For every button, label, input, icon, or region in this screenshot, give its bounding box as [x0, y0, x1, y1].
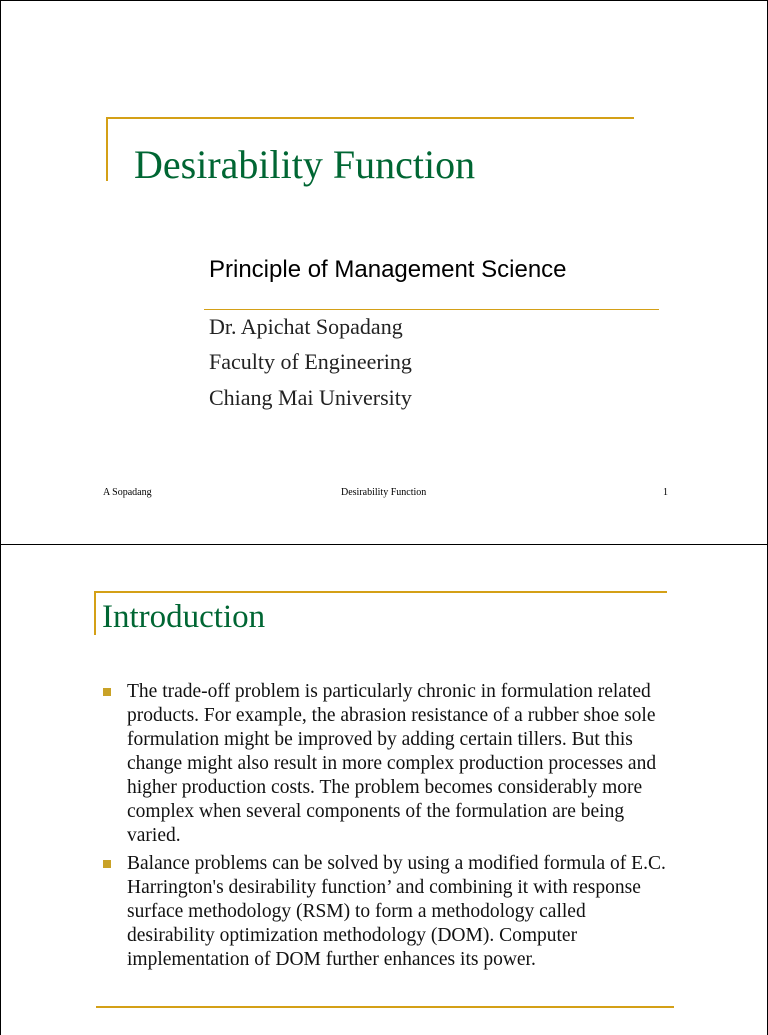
bullet-text: Balance problems can be solved by using a modified formula of E.C. Harrington's desirability function’ and combining it with response surface methodology (RSM) to form a methodology called desirability optimization methodology (DOM). Computer implementation of DOM further enhances its power. — [127, 853, 666, 970]
square-bullet-icon — [103, 688, 111, 696]
title-top-rule — [106, 117, 634, 119]
footer-author: A Sopadang — [103, 487, 152, 498]
slide-title: Introduction — [102, 599, 266, 635]
bullet-item — [102, 680, 672, 848]
author-faculty: Faculty of Engineering — [209, 349, 412, 374]
bottom-rule — [96, 1006, 674, 1008]
title-top-rule — [94, 591, 667, 593]
bullet-list — [102, 680, 672, 976]
slide-subtitle: Principle of Management Science — [209, 256, 567, 283]
slide-2 — [0, 544, 768, 1035]
bullet-text: The trade-off problem is particularly chronic in formulation related products. For example, the abrasion resistance of a rubber shoe sole formulation might be improved by adding certain tillers. But this change might also result in more complex production processes and higher production costs. The problem becomes considerably more complex when several components of the formulation are being varied. — [127, 681, 657, 846]
footer-page-number: 1 — [663, 487, 668, 498]
footer-title: Desirability Function — [341, 487, 427, 498]
bullet-item — [102, 852, 672, 972]
title-left-rule — [94, 591, 96, 635]
title-left-rule — [106, 117, 108, 181]
subtitle-rule — [204, 309, 659, 310]
slide-title: Desirability Function — [134, 142, 476, 187]
square-bullet-icon — [103, 860, 111, 868]
author-university: Chiang Mai University — [209, 385, 412, 410]
author-name: Dr. Apichat Sopadang — [209, 314, 403, 339]
